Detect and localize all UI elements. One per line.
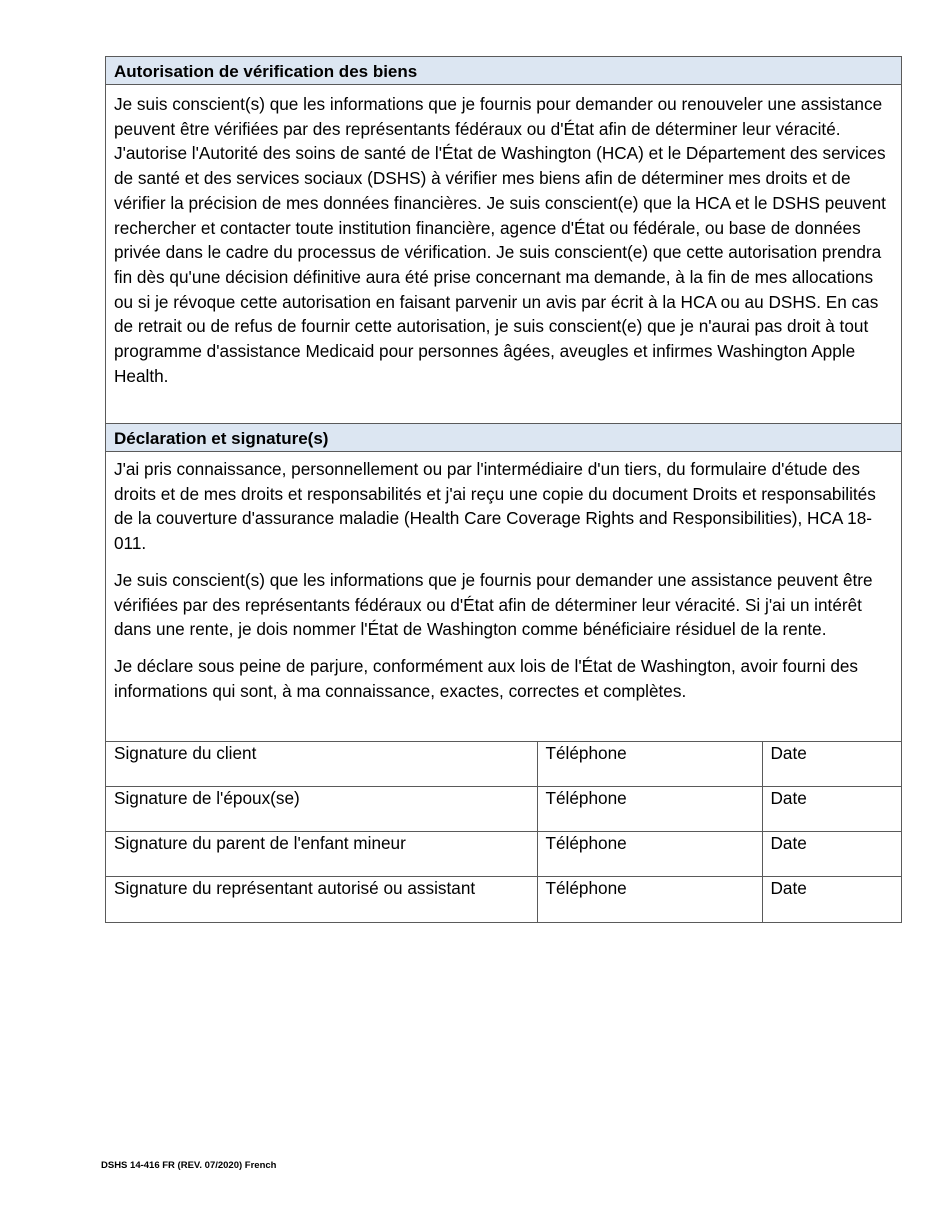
signature-table	[106, 741, 901, 922]
signature-row	[106, 742, 901, 787]
declaration-heading: Déclaration et signature(s)	[106, 424, 901, 452]
signature-row	[106, 877, 901, 922]
representative-date-field[interactable]: Date	[762, 877, 901, 922]
representative-phone-field[interactable]: Téléphone	[537, 877, 762, 922]
signature-row	[106, 832, 901, 877]
parent-signature-field[interactable]: Signature du parent de l'enfant mineur	[106, 832, 537, 877]
signature-row	[106, 787, 901, 832]
representative-signature-field[interactable]: Signature du représentant autorisé ou assistant	[106, 877, 537, 922]
client-signature-field[interactable]: Signature du client	[106, 742, 537, 787]
declaration-text	[106, 452, 901, 741]
form-footer: DSHS 14-416 FR (REV. 07/2020) French	[101, 1160, 277, 1171]
declaration-paragraph: J'ai pris connaissance, personnellement ou par l'intermédiaire d'un tiers, du formulaire d'étude des droits et de mes droits et responsabilités et j'ai reçu une copie du document Droits et responsabilités de la couverture d'assurance maladie (Health Care Coverage Rights and Responsibilities), HCA 18-011.	[114, 459, 876, 554]
spouse-signature-field[interactable]: Signature de l'époux(se)	[106, 787, 537, 832]
parent-date-field[interactable]: Date	[762, 832, 901, 877]
client-date-field[interactable]: Date	[762, 742, 901, 787]
declaration-paragraph: Je suis conscient(s) que les informations que je fournis pour demander une assistance peuvent être vérifiées par des représentants fédéraux ou d'État afin de déterminer leur véracité. Si j'ai un intérêt dans une rente, je dois nommer l'État de Washington comme bénéficiaire résiduel de la rente.	[114, 569, 873, 640]
declaration-paragraph: Je déclare sous peine de parjure, conformément aux lois de l'État de Washington, avoir fourni des informations qui sont, à ma connaissance, exactes, correctes et complètes.	[114, 655, 859, 701]
parent-phone-field[interactable]: Téléphone	[537, 832, 762, 877]
authorization-text: Je suis conscient(s) que les informations que je fournis pour demander ou renouveler une assistance peuvent être vérifiées par des représentants fédéraux ou d'État afin de déterminer leur véracité. J'autorise l'Autorité des soins de santé de l'État de Washington (HCA) et le Département des services de santé et des services sociaux (DSHS) à vérifier mes biens afin de déterminer mes droits et de vérifier la précision de mes données financières. Je suis conscient(e) que la HCA et le DSHS peuvent rechercher et contacter toute institution financière, agence d'État ou fédérale, ou base de données privée dans le cadre du processus de vérification. Je suis conscient(e) que cette autorisation prendra fin dès qu'une décision définitive aura été prise concernant ma demande, à la fin de mes allocations ou si je révoque cette autorisation en faisant parvenir un avis par écrit à la HCA ou au DSHS. En cas de retrait ou de refus de fournir cette autorisation, je suis conscient(e) que je n'aurai pas droit à tout programme d'assistance Medicaid pour personnes âgées, aveugles et infirmes Washington Apple Health.	[106, 85, 901, 424]
form-frame	[105, 56, 902, 923]
authorization-heading: Autorisation de vérification des biens	[106, 57, 901, 85]
spouse-phone-field[interactable]: Téléphone	[537, 787, 762, 832]
client-phone-field[interactable]: Téléphone	[537, 742, 762, 787]
spouse-date-field[interactable]: Date	[762, 787, 901, 832]
